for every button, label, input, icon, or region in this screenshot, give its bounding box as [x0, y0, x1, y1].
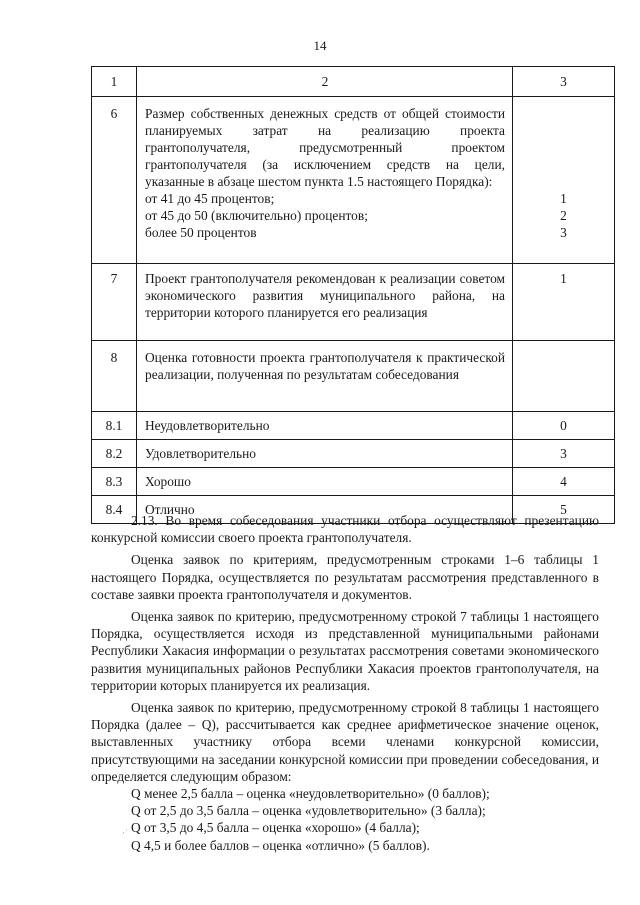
paragraph: Оценка заявок по критерию, предусмотренному строкой 8 таблицы 1 настоящего Порядка (далее – Q), рассчитывается как среднее арифметическое значение оценок, выставленных участнику отбора всеми членами конкурсной комиссии, присутствующими на заседании конкурсной комиссии при проведении собеседования, и определяется следующим образом:	[91, 700, 599, 784]
score-cell: 0	[513, 412, 615, 440]
score-cell: 4	[513, 468, 615, 496]
q-condition-line: Q от 3,5 до 4,5 балла – оценка «хорошо» (4 балла);	[131, 820, 420, 836]
option-score: 1	[560, 191, 567, 206]
row-number: 6	[92, 97, 137, 264]
criterion-text: Удовлетворительно	[137, 440, 513, 468]
q-condition-line: Q от 2,5 до 3,5 балла – оценка «удовлетворительно» (3 балла);	[131, 803, 486, 819]
header-cell-2: 2	[137, 67, 513, 97]
option-score: 2	[560, 208, 567, 223]
paragraph: Оценка заявок по критерию, предусмотренному строкой 7 таблицы 1 настоящего Порядка, осуществляется исходя из представленной муниципальными районами Республики Хакасия информации о результатах рассмотрения советами экономического развития муниципальных районов Республики Хакасия проектов грантополучателя, на территории которых планируется их реализация.	[91, 609, 599, 693]
row-number: 8.3	[92, 468, 137, 496]
criterion-text: Оценка готовности проекта грантополучателя к практической реализации, полученная по результатам собеседования	[137, 341, 513, 412]
row-number: 8.1	[92, 412, 137, 440]
row-number: 7	[92, 264, 137, 341]
table-row	[92, 341, 615, 412]
score-cell: 1	[513, 264, 615, 341]
score-cell: 5	[513, 496, 615, 524]
body-text	[91, 512, 599, 854]
paragraph: Оценка заявок по критериям, предусмотренным строками 1–6 таблицы 1 настоящего Порядка, осуществляется по результатам рассмотрения представленного в составе заявки проекта грантополучателя и документов.	[91, 552, 599, 602]
option-label: от 45 до 50 (включительно) процентов;	[145, 208, 368, 223]
table-row	[92, 412, 615, 440]
score-cell: 3	[513, 440, 615, 468]
criterion-text	[137, 97, 513, 264]
option-label: от 41 до 45 процентов;	[145, 191, 275, 206]
table-header-row	[92, 67, 615, 97]
criterion-text: Отлично	[137, 496, 513, 524]
option-label: более 50 процентов	[145, 225, 257, 240]
criteria-table	[91, 66, 615, 524]
score-cell	[513, 341, 615, 412]
criterion-text: Неудовлетворительно	[137, 412, 513, 440]
table-row	[92, 97, 615, 264]
q-condition-line: Q менее 2,5 балла – оценка «неудовлетворительно» (0 баллов);	[131, 786, 490, 802]
paragraph: 2.13. Во время собеседования участники отбора осуществляют презентацию конкурсной комиссии своего проекта грантополучателя.	[91, 513, 599, 546]
q-condition-line: Q 4,5 и более баллов – оценка «отлично» (5 баллов).	[131, 837, 430, 853]
page-number: 14	[313, 38, 327, 53]
criterion-description: Размер собственных денежных средств от общей стоимости планируемых затрат на реализацию проекта грантополучателя, предусмотренный проектом грантополучателя (за исключением средств на цели, указанные в абзаце шестом пункта 1.5 настоящего Порядка):	[145, 106, 505, 189]
row-number: 8.2	[92, 440, 137, 468]
score-cell	[513, 97, 615, 264]
table-row	[92, 264, 615, 341]
criterion-text: Проект грантополучателя рекомендован к реализации советом экономического развития муниципального района, на территории которого планируется его реализация	[137, 264, 513, 341]
row-number: 8.4	[92, 496, 137, 524]
scan-speck: ·˙	[122, 828, 128, 838]
table-row	[92, 440, 615, 468]
header-cell-1: 1	[92, 67, 137, 97]
table-row	[92, 468, 615, 496]
option-score: 3	[560, 225, 567, 240]
header-cell-3: 3	[513, 67, 615, 97]
criterion-text: Хорошо	[137, 468, 513, 496]
row-number: 8	[92, 341, 137, 412]
